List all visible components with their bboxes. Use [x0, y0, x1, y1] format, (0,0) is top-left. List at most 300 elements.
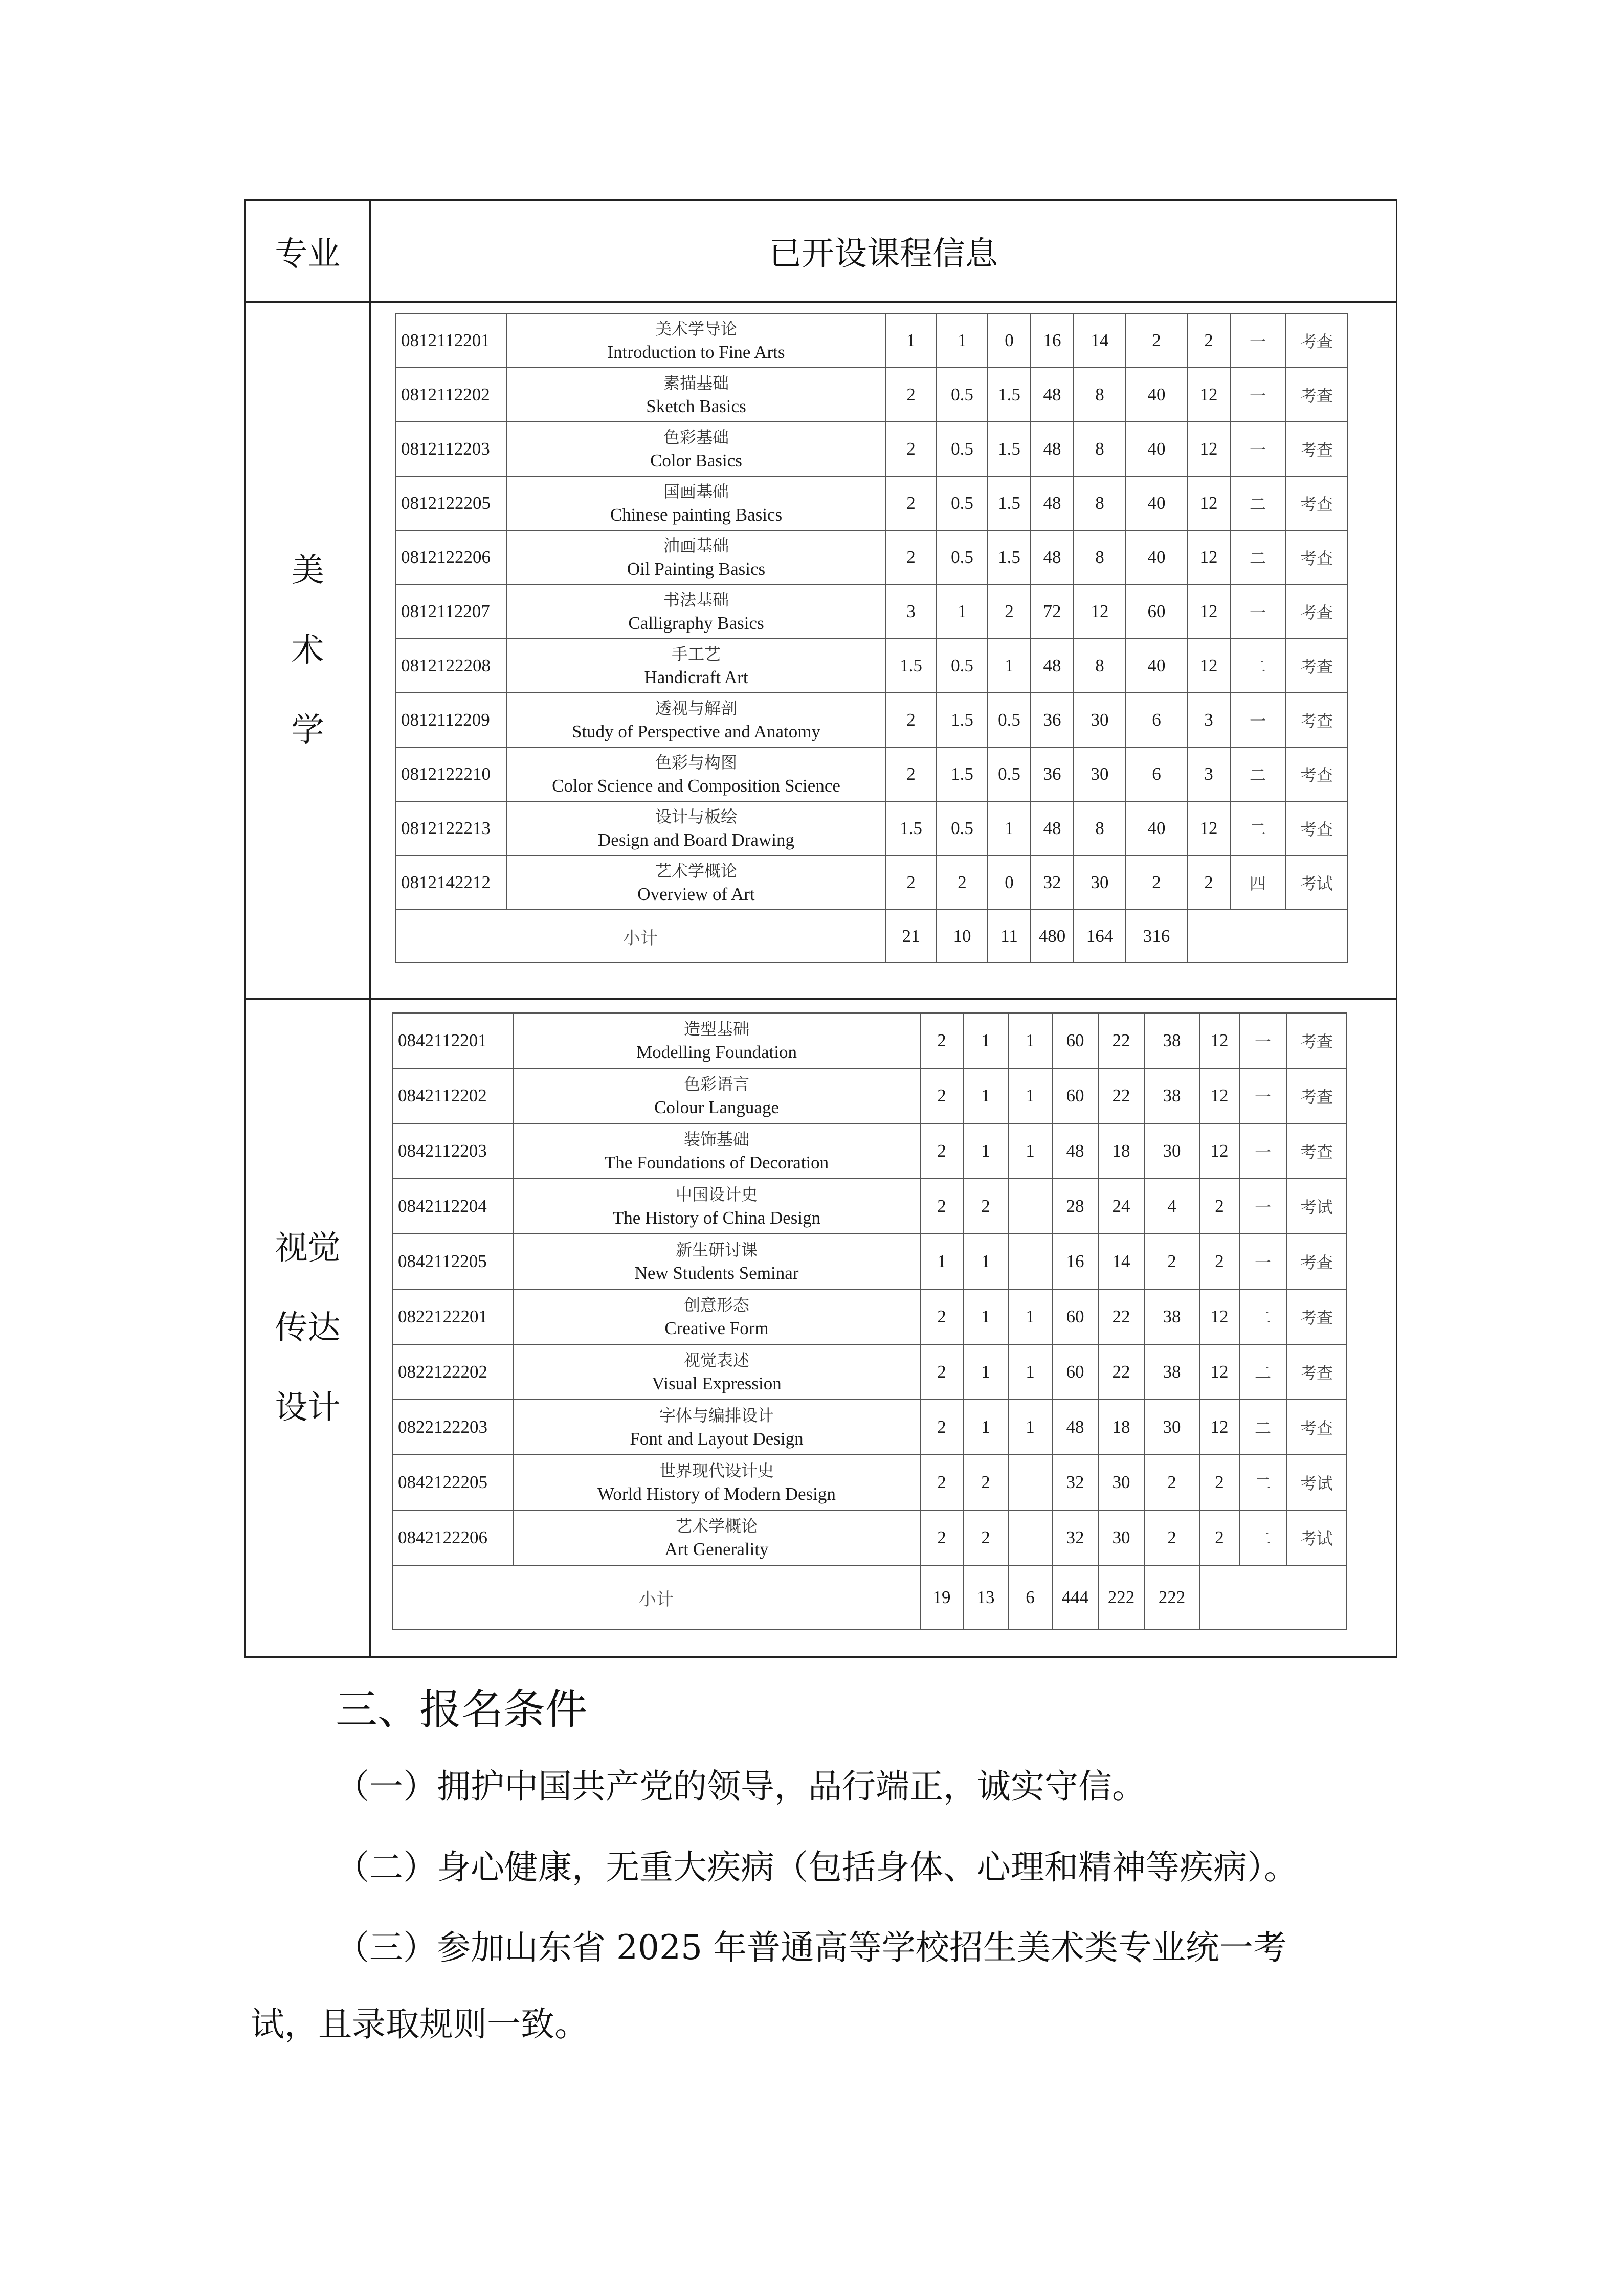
course-value: 2: [1144, 1510, 1199, 1565]
course-value: 0.5: [988, 747, 1031, 801]
course-name-en: Calligraphy Basics: [628, 613, 764, 633]
course-value: 0: [988, 313, 1031, 368]
course-value: 48: [1031, 368, 1074, 422]
course-value: 2: [1199, 1455, 1239, 1510]
course-name: [513, 1179, 920, 1234]
subtotal-row: [392, 1565, 1347, 1630]
course-value: 2: [1126, 856, 1187, 910]
course-value: 40: [1126, 476, 1187, 530]
course-value: 38: [1144, 1289, 1199, 1344]
course-value: 6: [1126, 747, 1187, 801]
major-name-line: 视觉: [275, 1229, 341, 1267]
course-row: [392, 1400, 1347, 1455]
course-code: 0842112203: [392, 1123, 513, 1179]
course-name-cn: 中国设计史: [675, 1185, 758, 1204]
course-code: 0812122206: [395, 530, 507, 584]
course-name-en: Font and Layout Design: [630, 1429, 804, 1449]
course-code: 0842122206: [392, 1510, 513, 1565]
subtotal-value: 222: [1144, 1565, 1199, 1630]
semester: 二: [1239, 1400, 1286, 1455]
course-name-en: Modelling Foundation: [636, 1042, 797, 1062]
subtotal-value: 480: [1031, 910, 1074, 963]
course-value: 48: [1031, 639, 1074, 693]
semester: 一: [1239, 1123, 1286, 1179]
course-value: 1: [885, 313, 937, 368]
course-row: [395, 856, 1348, 910]
course-code: 0812112201: [395, 313, 507, 368]
assessment-type: 考查: [1286, 1013, 1347, 1068]
course-value: 16: [1052, 1234, 1098, 1289]
course-value: 2: [1126, 313, 1187, 368]
course-name: [507, 856, 885, 910]
course-value: 1: [1008, 1068, 1052, 1123]
semester: 一: [1230, 422, 1285, 476]
course-code: 0842112204: [392, 1179, 513, 1234]
course-value: 30: [1074, 747, 1126, 801]
assessment-type: 考查: [1286, 1400, 1347, 1455]
course-code: 0822122203: [392, 1400, 513, 1455]
course-code: 0812122205: [395, 476, 507, 530]
subtotal-label: 小计: [392, 1565, 920, 1630]
course-name-en: The Foundations of Decoration: [604, 1153, 829, 1173]
course-code: 0842112205: [392, 1234, 513, 1289]
assessment-type: 考查: [1286, 1068, 1347, 1123]
subtotal-value: 13: [963, 1565, 1008, 1630]
course-value: 2: [1199, 1510, 1239, 1565]
course-value: 2: [920, 1510, 963, 1565]
course-value: 2: [885, 368, 937, 422]
semester: 二: [1230, 747, 1285, 801]
course-value: 1: [988, 801, 1031, 856]
semester: 一: [1239, 1013, 1286, 1068]
subtotal-value: 222: [1098, 1565, 1144, 1630]
assessment-type: 考试: [1286, 1455, 1347, 1510]
course-row: [392, 1510, 1347, 1565]
course-name: [507, 747, 885, 801]
course-value: 30: [1144, 1123, 1199, 1179]
course-value: 1.5: [988, 368, 1031, 422]
semester: 一: [1239, 1234, 1286, 1289]
assessment-type: 考查: [1286, 1234, 1347, 1289]
course-value: 2: [885, 530, 937, 584]
course-value: 12: [1187, 476, 1230, 530]
course-value: 22: [1098, 1068, 1144, 1123]
semester: 二: [1239, 1289, 1286, 1344]
course-value: 1: [1008, 1344, 1052, 1400]
course-value: 18: [1098, 1400, 1144, 1455]
fine-arts-course-table: [395, 313, 1348, 963]
course-name-en: Art Generality: [664, 1539, 769, 1559]
course-value: 12: [1187, 584, 1230, 639]
course-value: 1: [1008, 1013, 1052, 1068]
course-name-cn: 造型基础: [683, 1019, 749, 1039]
course-name-cn: 视觉表述: [683, 1350, 749, 1370]
course-code: 0822122202: [392, 1344, 513, 1400]
course-name: [513, 1068, 920, 1123]
course-value: 1.5: [988, 530, 1031, 584]
course-row: [392, 1179, 1347, 1234]
course-name-en: Creative Form: [664, 1318, 769, 1338]
course-value: 6: [1126, 693, 1187, 747]
assessment-type: 考查: [1285, 747, 1348, 801]
course-name-cn: 字体与编排设计: [659, 1406, 774, 1425]
course-name-en: Color Basics: [650, 451, 742, 470]
course-value: 1: [963, 1123, 1008, 1179]
course-value: 0.5: [988, 693, 1031, 747]
course-value: 12: [1199, 1013, 1239, 1068]
course-code: 0812122208: [395, 639, 507, 693]
course-value: 12: [1074, 584, 1126, 639]
course-name: [507, 801, 885, 856]
subtotal-blank: [1199, 1565, 1347, 1630]
assessment-type: 考查: [1285, 639, 1348, 693]
course-name-en: Study of Perspective and Anatomy: [571, 722, 821, 741]
course-name-en: Handicraft Art: [644, 667, 748, 687]
course-row: [395, 801, 1348, 856]
course-value: 1: [963, 1013, 1008, 1068]
course-value: [1008, 1179, 1052, 1234]
course-row: [392, 1123, 1347, 1179]
course-value: 28: [1052, 1179, 1098, 1234]
course-name: [507, 530, 885, 584]
requirement-paragraph: （二）身心健康，无重大疾病（包括身体、心理和精神等疾病）。: [336, 1848, 1298, 1887]
assessment-type: 考试: [1285, 856, 1348, 910]
course-value: 32: [1052, 1510, 1098, 1565]
course-name-cn: 手工艺: [671, 644, 721, 664]
course-name-cn: 艺术学概论: [675, 1516, 758, 1536]
course-value: 2: [920, 1400, 963, 1455]
course-value: 60: [1052, 1289, 1098, 1344]
semester: 一: [1230, 584, 1285, 639]
assessment-type: 考查: [1285, 584, 1348, 639]
course-value: 24: [1098, 1179, 1144, 1234]
course-name: [513, 1289, 920, 1344]
course-name-cn: 新生研讨课: [675, 1240, 758, 1259]
course-name: [513, 1455, 920, 1510]
course-value: 1.5: [885, 639, 937, 693]
course-value: 30: [1098, 1455, 1144, 1510]
course-value: 8: [1074, 639, 1126, 693]
semester: 一: [1230, 313, 1285, 368]
course-value: 22: [1098, 1013, 1144, 1068]
course-row: [395, 584, 1348, 639]
requirement-paragraph: （三）参加山东省 2025 年普通高等学校招生美术类专业统一考: [336, 1928, 1287, 1967]
course-value: 48: [1052, 1123, 1098, 1179]
course-value: 2: [920, 1344, 963, 1400]
semester: 一: [1230, 368, 1285, 422]
course-row: [395, 368, 1348, 422]
course-value: 1.5: [937, 747, 988, 801]
course-value: 12: [1199, 1123, 1239, 1179]
course-value: 2: [920, 1123, 963, 1179]
course-name-cn: 艺术学概论: [655, 861, 737, 881]
course-name-en: Color Science and Composition Science: [552, 776, 840, 796]
subtotal-blank: [1187, 910, 1348, 963]
course-value: 1.5: [988, 422, 1031, 476]
semester: 二: [1230, 801, 1285, 856]
subtotal-value: 10: [937, 910, 988, 963]
course-value: 1: [1008, 1289, 1052, 1344]
major-name-line: 学: [291, 711, 324, 749]
section-title: 三、报名条件: [336, 1685, 588, 1734]
course-value: 3: [1187, 693, 1230, 747]
course-name-cn: 油画基础: [663, 536, 729, 555]
course-value: 1: [1008, 1400, 1052, 1455]
course-value: 2: [920, 1455, 963, 1510]
course-value: 1: [920, 1234, 963, 1289]
course-value: 0: [988, 856, 1031, 910]
course-value: 48: [1031, 530, 1074, 584]
course-value: 2: [1187, 313, 1230, 368]
course-name-en: Oil Painting Basics: [627, 559, 766, 579]
subtotal-value: 21: [885, 910, 937, 963]
course-name-cn: 设计与板绘: [655, 807, 737, 826]
header-major: 专业: [275, 235, 341, 273]
assessment-type: 考查: [1286, 1344, 1347, 1400]
assessment-type: 考查: [1285, 313, 1348, 368]
course-value: 1: [963, 1068, 1008, 1123]
course-row: [395, 693, 1348, 747]
course-value: 2: [885, 422, 937, 476]
course-value: 2: [920, 1013, 963, 1068]
course-row: [392, 1289, 1347, 1344]
assessment-type: 考查: [1285, 530, 1348, 584]
course-value: 2: [1144, 1234, 1199, 1289]
assessment-type: 考查: [1286, 1289, 1347, 1344]
course-value: 12: [1187, 639, 1230, 693]
course-value: 12: [1187, 368, 1230, 422]
subtotal-value: 444: [1052, 1565, 1098, 1630]
subtotal-value: 6: [1008, 1565, 1052, 1630]
course-name-en: Sketch Basics: [646, 396, 746, 416]
course-name-en: Colour Language: [654, 1097, 779, 1117]
semester: 二: [1239, 1455, 1286, 1510]
major-name-fine-arts: [246, 303, 369, 998]
course-code: 0812142212: [395, 856, 507, 910]
course-value: 30: [1144, 1400, 1199, 1455]
semester: 二: [1230, 639, 1285, 693]
course-name-cn: 世界现代设计史: [659, 1461, 774, 1480]
course-name-cn: 书法基础: [663, 590, 729, 610]
course-value: 72: [1031, 584, 1074, 639]
course-value: 8: [1074, 801, 1126, 856]
course-value: 38: [1144, 1344, 1199, 1400]
course-value: 1: [963, 1400, 1008, 1455]
course-name-cn: 素描基础: [663, 373, 729, 393]
course-name: [507, 693, 885, 747]
subtotal-row: [395, 910, 1348, 963]
course-value: 22: [1098, 1289, 1144, 1344]
course-value: 0.5: [937, 368, 988, 422]
semester: 二: [1230, 476, 1285, 530]
course-value: 12: [1187, 801, 1230, 856]
assessment-type: 考查: [1285, 801, 1348, 856]
course-value: 32: [1031, 856, 1074, 910]
course-value: 2: [920, 1068, 963, 1123]
course-value: 12: [1187, 422, 1230, 476]
semester: 一: [1239, 1179, 1286, 1234]
course-code: 0842112202: [392, 1068, 513, 1123]
course-value: 0.5: [937, 476, 988, 530]
course-name: [513, 1510, 920, 1565]
course-value: 2: [920, 1179, 963, 1234]
course-value: 3: [1187, 747, 1230, 801]
assessment-type: 考查: [1286, 1123, 1347, 1179]
course-value: 30: [1074, 856, 1126, 910]
course-value: 40: [1126, 368, 1187, 422]
subtotal-value: 164: [1074, 910, 1126, 963]
course-value: 2: [1144, 1455, 1199, 1510]
course-value: 12: [1187, 530, 1230, 584]
assessment-type: 考查: [1285, 422, 1348, 476]
course-value: 8: [1074, 476, 1126, 530]
semester: 二: [1239, 1510, 1286, 1565]
major-name-line: 设计: [275, 1389, 341, 1427]
course-code: 0812112203: [395, 422, 507, 476]
course-code: 0812112207: [395, 584, 507, 639]
course-value: 38: [1144, 1013, 1199, 1068]
course-row: [395, 747, 1348, 801]
major-name-line: 传达: [275, 1309, 341, 1347]
semester: 一: [1239, 1068, 1286, 1123]
course-value: 48: [1052, 1400, 1098, 1455]
course-code: 0822122201: [392, 1289, 513, 1344]
course-name-en: Introduction to Fine Arts: [607, 342, 785, 362]
header-divider: [246, 301, 1396, 303]
course-value: 48: [1031, 422, 1074, 476]
requirement-paragraph: （一）拥护中国共产党的领导，品行端正，诚实守信。: [336, 1767, 1146, 1806]
course-value: 2: [885, 856, 937, 910]
course-value: 60: [1052, 1068, 1098, 1123]
course-value: 32: [1052, 1455, 1098, 1510]
course-name: [507, 368, 885, 422]
course-name: [513, 1344, 920, 1400]
course-name-en: Overview of Art: [637, 884, 755, 904]
course-value: 2: [885, 747, 937, 801]
course-code: 0812112202: [395, 368, 507, 422]
course-value: 8: [1074, 422, 1126, 476]
course-code: 0842112201: [392, 1013, 513, 1068]
course-value: 2: [963, 1455, 1008, 1510]
course-code: 0812122213: [395, 801, 507, 856]
section-divider: [246, 998, 1396, 1000]
course-value: 60: [1052, 1344, 1098, 1400]
course-row: [395, 476, 1348, 530]
course-value: [1008, 1510, 1052, 1565]
course-value: 2: [885, 476, 937, 530]
course-value: 40: [1126, 422, 1187, 476]
course-value: 40: [1126, 801, 1187, 856]
course-row: [395, 422, 1348, 476]
course-value: 1: [963, 1234, 1008, 1289]
header-course-info: 已开设课程信息: [769, 235, 998, 273]
course-row: [395, 530, 1348, 584]
course-value: 2: [1199, 1179, 1239, 1234]
course-name-cn: 色彩基础: [663, 427, 729, 447]
course-value: 22: [1098, 1344, 1144, 1400]
course-name: [513, 1013, 920, 1068]
major-name-line: 术: [291, 632, 324, 669]
course-value: 12: [1199, 1344, 1239, 1400]
course-row: [392, 1455, 1347, 1510]
course-value: 1.5: [988, 476, 1031, 530]
course-value: 40: [1126, 530, 1187, 584]
course-name-cn: 国画基础: [663, 482, 729, 501]
course-code: 0812112209: [395, 693, 507, 747]
course-name-cn: 色彩与构图: [655, 753, 737, 772]
course-row: [392, 1068, 1347, 1123]
column-divider: [369, 201, 371, 1656]
requirement-paragraph-continued: 试，且录取规则一致。: [251, 2005, 588, 2044]
assessment-type: 考试: [1286, 1179, 1347, 1234]
assessment-type: 考查: [1285, 368, 1348, 422]
semester: 二: [1230, 530, 1285, 584]
course-name: [507, 584, 885, 639]
course-code: 0812122210: [395, 747, 507, 801]
course-row: [395, 639, 1348, 693]
course-value: 60: [1126, 584, 1187, 639]
course-value: 14: [1098, 1234, 1144, 1289]
course-value: 14: [1074, 313, 1126, 368]
course-value: 36: [1031, 747, 1074, 801]
course-name: [513, 1234, 920, 1289]
course-value: 2: [937, 856, 988, 910]
course-name: [507, 422, 885, 476]
course-value: [1008, 1234, 1052, 1289]
subtotal-value: 19: [920, 1565, 963, 1630]
course-name-en: World History of Modern Design: [597, 1484, 836, 1504]
course-value: 1.5: [885, 801, 937, 856]
course-name-en: New Students Seminar: [634, 1263, 799, 1283]
course-value: 48: [1031, 476, 1074, 530]
course-value: 40: [1126, 639, 1187, 693]
course-row: [392, 1234, 1347, 1289]
course-value: 2: [963, 1179, 1008, 1234]
course-name-cn: 美术学导论: [655, 319, 737, 339]
course-name-en: Design and Board Drawing: [598, 830, 794, 850]
course-value: 60: [1052, 1013, 1098, 1068]
course-value: 1: [1008, 1123, 1052, 1179]
assessment-type: 考查: [1285, 476, 1348, 530]
course-name: [513, 1123, 920, 1179]
course-name-cn: 创意形态: [683, 1295, 749, 1315]
course-value: 0.5: [937, 639, 988, 693]
course-value: 0.5: [937, 530, 988, 584]
course-name: [507, 476, 885, 530]
visual-communication-course-table: [392, 1012, 1347, 1630]
semester: 四: [1230, 856, 1285, 910]
course-value: 3: [885, 584, 937, 639]
course-value: 2: [1187, 856, 1230, 910]
course-value: 48: [1031, 801, 1074, 856]
course-value: 36: [1031, 693, 1074, 747]
course-name: [513, 1400, 920, 1455]
course-value: 2: [963, 1510, 1008, 1565]
course-value: 4: [1144, 1179, 1199, 1234]
course-value: 1: [988, 639, 1031, 693]
course-value: 2: [920, 1289, 963, 1344]
subtotal-label: 小计: [395, 910, 885, 963]
course-value: 30: [1098, 1510, 1144, 1565]
course-value: 2: [1199, 1234, 1239, 1289]
course-row: [392, 1013, 1347, 1068]
course-name: [507, 639, 885, 693]
subtotal-value: 11: [988, 910, 1031, 963]
course-value: 30: [1074, 693, 1126, 747]
course-value: 8: [1074, 530, 1126, 584]
course-value: 1: [963, 1344, 1008, 1400]
course-value: 16: [1031, 313, 1074, 368]
